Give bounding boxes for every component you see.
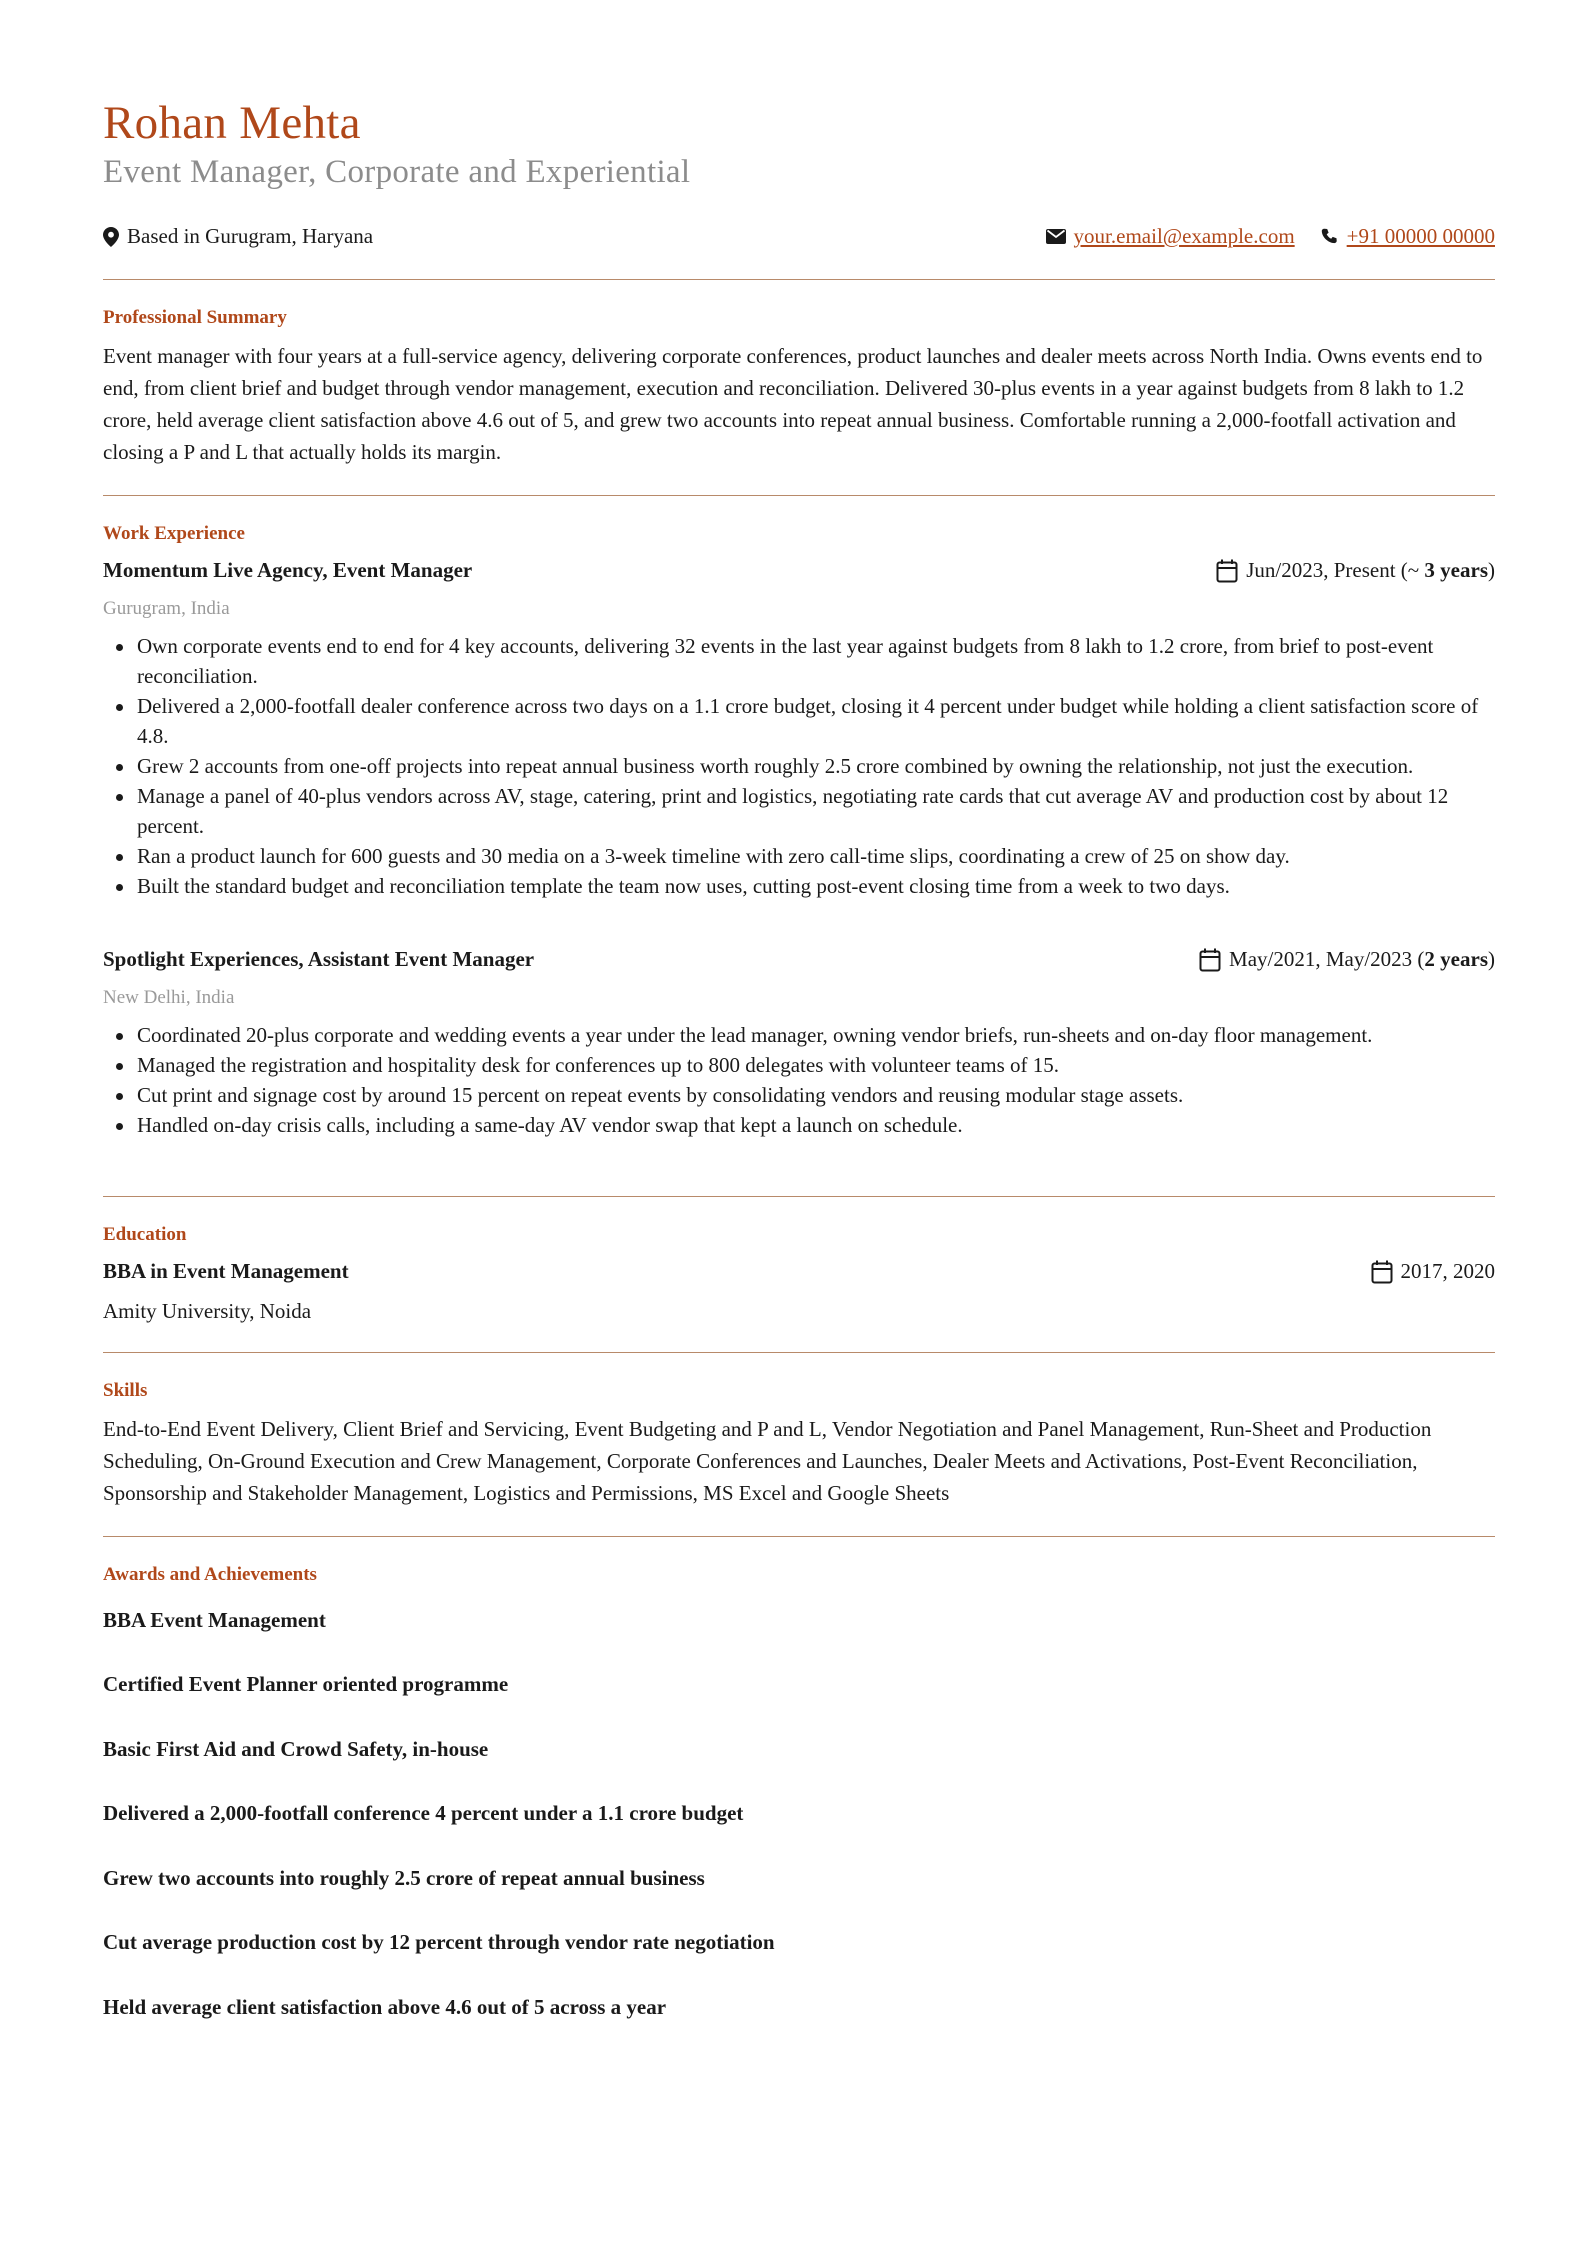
skills-text: End-to-End Event Delivery, Client Brief and Servicing, Event Budgeting and P and L, Vendor Negotiation and Panel Management, Run-Sheet and Production Scheduling, On-Ground Execution and Crew Management, Corporate Conferences and Launches, Dealer Meets and Activations, Post-Event Reconciliation, Sponsorship and Stakeholder Management, Logistics and Permissions, MS Excel and Google Sheets xyxy=(103,1417,1432,1505)
list-item: Built the standard budget and reconciliation template the team now uses, cutting post-event closing time from a week to two days. xyxy=(137,871,1495,901)
company-name: Spotlight Experiences xyxy=(103,947,299,971)
date-range: May/2021, May/2023 ( xyxy=(1229,947,1425,971)
job-dates xyxy=(1216,558,1495,583)
section-title-skills: Skills xyxy=(103,1380,148,1401)
job-dates xyxy=(1199,947,1495,972)
list-item: Manage a panel of 40-plus vendors across AV, stage, catering, print and logistics, negotiating rate cards that cut average AV and production cost by about 12 percent. xyxy=(137,781,1495,841)
list-item: Managed the registration and hospitality desk for conferences up to 800 delegates with volunteer teams of 15. xyxy=(137,1050,1495,1080)
envelope-icon xyxy=(1046,229,1066,244)
location xyxy=(103,224,373,249)
award-item: Certified Event Planner oriented programme xyxy=(103,1672,509,1696)
job-title: Momentum Live Agency, Event Manager xyxy=(103,558,473,582)
candidate-name: Rohan Mehta xyxy=(103,97,361,149)
company-name: Momentum Live Agency xyxy=(103,558,323,582)
calendar-icon xyxy=(1216,559,1238,583)
award-item: Grew two accounts into roughly 2.5 crore of repeat annual business xyxy=(103,1866,705,1890)
phone-link[interactable]: +91 00000 00000 xyxy=(1346,224,1495,248)
list-item: Own corporate events end to end for 4 key accounts, delivering 32 events in the last year against budgets from 8 lakh to 1.2 crore, from brief to post-event reconciliation. xyxy=(137,631,1495,691)
date-close: ) xyxy=(1488,947,1495,971)
email-link[interactable]: your.email@example.com xyxy=(1073,224,1295,248)
divider xyxy=(103,1196,1495,1197)
list-item: Grew 2 accounts from one-off projects into repeat annual business worth roughly 2.5 crore combined by owning the relationship, not just the execution. xyxy=(137,751,1495,781)
list-item: Coordinated 20-plus corporate and wedding events a year under the lead manager, owning vendor briefs, run-sheets and on-day floor management. xyxy=(137,1020,1495,1050)
education-dates xyxy=(1371,1259,1496,1284)
job-header xyxy=(103,947,1495,977)
duration: 2 years xyxy=(1424,947,1488,971)
job-title: Spotlight Experiences, Assistant Event Manager xyxy=(103,947,535,971)
award-item: Delivered a 2,000-footfall conference 4 percent under a 1.1 crore budget xyxy=(103,1801,744,1825)
calendar-icon xyxy=(1199,948,1221,972)
award-item: Cut average production cost by 12 percent through vendor rate negotiation xyxy=(103,1930,775,1954)
map-pin-icon xyxy=(103,227,119,247)
contact-links xyxy=(1046,224,1495,249)
location-text: Based in Gurugram, Haryana xyxy=(127,224,374,248)
award-item: BBA Event Management xyxy=(103,1608,326,1632)
degree: BBA in Event Management xyxy=(103,1259,349,1283)
date-range: Jun/2023, Present (~ xyxy=(1246,558,1425,582)
divider xyxy=(103,1536,1495,1537)
divider xyxy=(103,1352,1495,1353)
job-role: Assistant Event Manager xyxy=(307,947,535,971)
list-item: Handled on-day crisis calls, including a same-day AV vendor swap that kept a launch on schedule. xyxy=(137,1110,1495,1140)
job-role: Event Manager xyxy=(332,558,473,582)
award-item: Held average client satisfaction above 4.6 out of 5 across a year xyxy=(103,1995,667,2019)
section-title-education: Education xyxy=(103,1224,187,1245)
candidate-headline: Event Manager, Corporate and Experiential xyxy=(103,154,691,190)
divider xyxy=(103,279,1495,280)
phone-icon xyxy=(1321,228,1339,246)
date-close: ) xyxy=(1488,558,1495,582)
phone-contact xyxy=(1321,224,1495,249)
job-location: Gurugram, India xyxy=(103,598,230,619)
job-location: New Delhi, India xyxy=(103,987,235,1008)
divider xyxy=(103,495,1495,496)
section-title-experience: Work Experience xyxy=(103,523,245,544)
contact-row xyxy=(103,224,1495,254)
email-contact xyxy=(1046,224,1295,249)
job-header xyxy=(103,558,1495,588)
calendar-icon xyxy=(1371,1260,1393,1284)
summary-text: Event manager with four years at a full-service agency, delivering corporate conferences, product launches and dealer meets across North India. Owns events end to end, from client brief and budget through vendor management, execution and reconciliation. Delivered 30-plus events in a year against budgets from 8 lakh to 1.2 crore, held average client satisfaction above 4.6 out of 5, and grew two accounts into repeat annual business. Comfortable running a 2,000-footfall activation and closing a P and L that actually holds its margin. xyxy=(103,344,1483,464)
award-item: Basic First Aid and Crowd Safety, in-house xyxy=(103,1737,489,1761)
list-item: Delivered a 2,000-footfall dealer conference across two days on a 1.1 crore budget, closing it 4 percent under budget while holding a client satisfaction score of 4.8. xyxy=(137,691,1495,751)
list-item: Cut print and signage cost by around 15 percent on repeat events by consolidating vendors and reusing modular stage assets. xyxy=(137,1080,1495,1110)
list-item: Ran a product launch for 600 guests and 30 media on a 3-week timeline with zero call-time slips, coordinating a crew of 25 on show day. xyxy=(137,841,1495,871)
education-header xyxy=(103,1259,1495,1289)
section-title-awards: Awards and Achievements xyxy=(103,1564,317,1585)
section-title-summary: Professional Summary xyxy=(103,307,287,328)
job-bullets xyxy=(103,631,1495,901)
duration: 3 years xyxy=(1424,558,1488,582)
education-date: 2017, 2020 xyxy=(1400,1259,1495,1283)
school-name: Amity University, Noida xyxy=(103,1299,312,1323)
job-bullets xyxy=(103,1020,1495,1140)
